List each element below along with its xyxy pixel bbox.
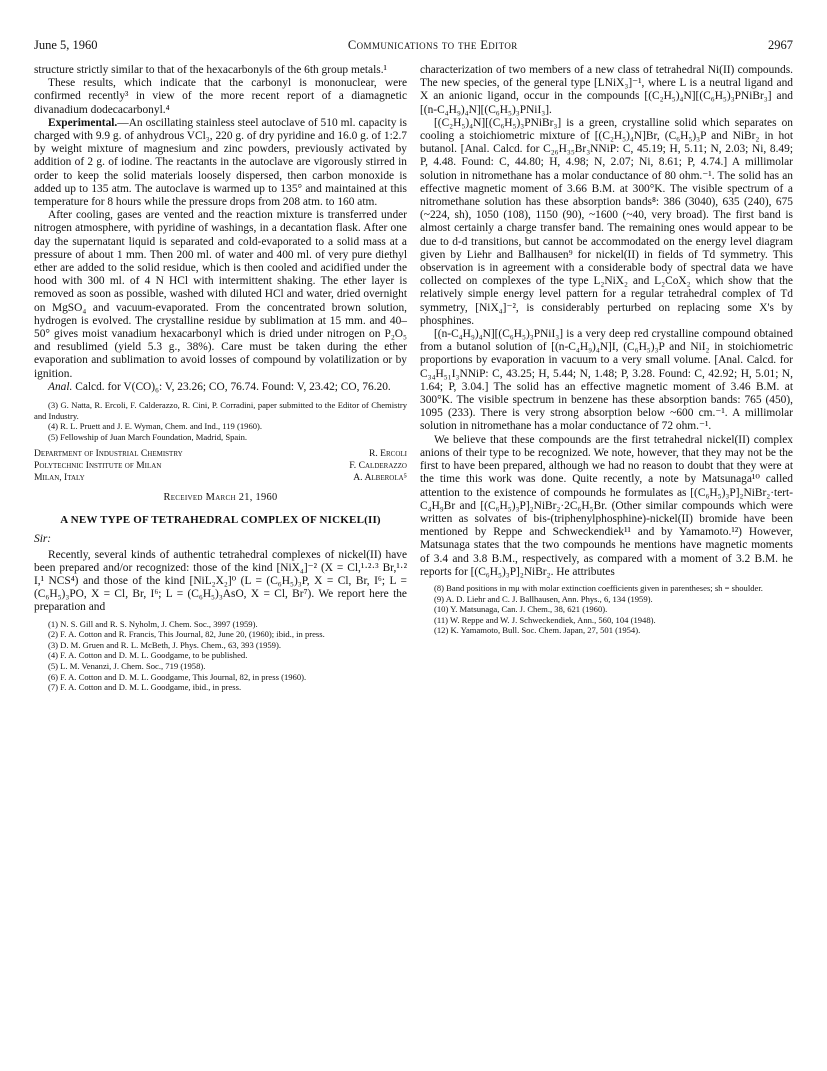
received-date: Received March 21, 1960 [163,492,278,504]
footnote-5: (5) Fellowship of Juan March Foundation, Madrid, Spain. [48,431,248,442]
paragraph-discussion: We believe that these compounds are the first tetrahedral nickel(II) complex anions of their type to be recognized. We note, however, that they may not be the first to have been prepared, although we had no reason to doubt that they were at the time this work was done. Quite recently, a note by Matsunaga¹⁰ called attention to the existence of compounds he formulates as [(C₆H₅)₃P]₂NiBr₂·tert-C₄H₉Br and [(C₆H₅)₃P]₂NiBr₂·2C₆H₅Br. (Other similar compounds which were written as solvates of bis-(triphenylphosphine)-nickel(II) bromide have been mentioned by Reppe and Schweckendiek¹¹ and by Yamamoto.¹²) However, Matsunaga states that the two compounds he mentions have magnetic moments of 3.4 and 3.8 B.M., respectively, as compared with a moment of 3.2 B.M. he reports for [(C₆H₅)₃P]₂NiBr₂. He attributes [420,433,793,578]
address-line-1 [34,448,407,460]
footnote-1: (1) N. S. Gill and R. S. Nyholm, J. Chem. Soc., 3997 (1959). [48,618,258,629]
paragraph-procedure: After cooling, gases are vented and the reaction mixture is transferred under nitrogen atmosphere, with pyridine of washings, in a decantation flask. After one day the supernatant liquid is separated and cold-evaporated to a solid mass at a pressure of about 1 mm. Then 200 ml. of water and 400 ml. of very pure diethyl ether are added to the solid residue, which is then cooled and acidified under the hood with 300 ml. of 4 N HCl with intermittent shaking. The ether layer is removed as soon as possible, washed with diluted HCl and water, dried overnight on MgSO₄ and vacuum-evaporated. From the concentrated brown solution, hydrogen is evolved. The crystalline residue by sublimation at 15 mm. and 40–50° gives moist vanadium hexacarbonyl which is dried under nitrogen on P₂O₅ and resublimed (yield 5.3 g., 38%). Care must be taken during the ether evaporation and sublimation to avoid losses of compound by volatilization or by ignition. [34,209,407,380]
footnote-11: (11) W. Reppe and W. J. Schweckendiek, Ann., 560, 104 (1948). [434,614,656,625]
paragraph-results: These results, which indicate that the carbonyl is mononuclear, were confirmed recently³ in view of the more recent report of a diamagnetic divanadium dodecacarbonyl.⁴ [34,77,407,116]
author-1: R. Ercoli [368,448,407,460]
paragraph-experimental [34,117,407,209]
paragraph-intro: Recently, several kinds of authentic tetrahedral complexes of nickel(II) have been prepared and/or recognized: those of the kind [NiX₄]⁻² (X = Cl,¹·²·³ Br,¹·² I,¹ NCS⁴) and those of the kind [NiL₂X₂]⁰ (L = (C₆H₅)₃P, X = Cl, Br, I⁶; L = (C₆H₅)₃PO, X = Cl, Br, I⁶; L = (C₆H₅)₃AsO, X = Cl, Br⁷). We report here the preparation and [34,548,407,614]
paragraph-iodide-complex: [(n-C₄H₉)₄N][(C₆H₅)₃PNiI₃] is a very deep red crystalline compound obtained from a butanol solution of [(n-C₄H₉)₄N]I, (C₆H₅)₃P and NiI₂ in stoichiometric proportions by evaporation in vacuum to a very small volume. [Anal. Calcd. for C₃₄H₅₁I₃NNiP: C, 43.25; H, 5.44; N, 1.48; P, 3.28. Found: C, 42.92; H, 5.01; N, 1.64; P, 3.04.] The solid has an effective magnetic moment of 3.46 B.M. at 300°K. The visible spectrum in benzene has these absorption bands: 765 (450), 1095 (233). There is very strong absorption below ~600 cm.⁻¹. A millimolar solution in nitromethane has a molar conductance of 72 ohm.⁻¹. [420,328,793,433]
running-header [34,38,793,56]
left-column [34,64,407,693]
footnote-4: (4) R. L. Pruett and J. E. Wyman, Chem. and Ind., 119 (1960). [48,421,263,432]
footnote-9: (9) A. D. Liehr and C. J. Ballhausen, Ann. Phys., 6, 134 (1959). [434,593,653,604]
header-page-number: 2967 [767,38,793,52]
footnote-5b: (5) L. M. Venanzi, J. Chem. Soc., 719 (1958). [48,661,206,672]
paragraph-characterization: characterization of two members of a new class of tetrahedral Ni(II) compounds. The new species, of the general type [LNiX₃]⁻¹, where L is a neutral ligand and X an anionic ligand, occur in the compounds [(C₂H₅)₄N][(C₆H₅)₃PNiBr₃] and [(n-C₄H₉)₄N][(C₆H₅)₃PNiI₃]. [420,64,793,116]
footnote-10: (10) Y. Matsunaga, Can. J. Chem., 38, 621 (1960). [434,604,608,615]
salutation: Sir: [34,533,52,546]
footnote-3b: (3) D. M. Gruen and R. L. McBeth, J. Phys. Chem., 63, 393 (1959). [48,639,281,650]
article-title: A NEW TYPE OF TETRAHEDRAL COMPLEX OF NICKEL(II) [60,514,381,527]
author-2: F. Calderazzo [349,460,407,472]
right-column [420,64,793,636]
experimental-text: —An oscillating stainless steel autoclave of 510 ml. capacity is charged with 9.9 g. of anhydrous VCl₃, 220 g. of dry pyridine and 16.0 g. of 1:2.7 by weight mixture of magnesium and zinc powders, previously activated by addition of 2 g. of iodine. The reactants in the autoclave are vigorously stirred in order to keep the solid materials loosely dispersed, then carbon monoxide is added up to 135 atm. The autoclave is warmed up to 135° and maintained at this temperature for 8 hours while the pressure drops from 208 atm. to 160 atm. [34,116,407,209]
address-dept: Department of Industrial Chemistry [34,448,183,460]
footnote-3: (3) G. Natta, R. Ercoli, F. Calderazzo, R. Cini, P. Corradini, paper submitted to the Editor of Chemistry and Industry. [34,400,407,421]
address-institute: Polytechnic Institute of Milan [34,460,162,472]
footnote-2: (2) F. A. Cotton and R. Francis, This Journal, 82, June 20, (1960); ibid., in press. [48,629,325,640]
paragraph-bromide-complex: [(C₂H₅)₄N][(C₆H₅)₃PNiBr₃] is a green, crystalline solid which separates on cooling a stoichiometric mixture of [(C₂H₅)₄N]Br, (C₆H₅)₃P and NiBr₂ in hot butanol. [Anal. Calcd. for C₂₆H₃₅Br₃NNiP: C, 45.19; H, 5.11; N, 2.03; Ni, 8.49; P, 4.48. Found: C, 44.80; H, 4.98; N, 2.07; Ni, 8.61; P, 4.74.] A millimolar solution in nitromethane has a molar conductance of 80 ohm.⁻¹. The solid has an effective magnetic moment of 3.66 B.M. at 300°K. The visible spectrum of a nitromethane solution has these absorption bands⁸: 386 (3040), 635 (240), 675 (~224, sh), 1050 (108), 1150 (90), ~1600 (~40, very broad). The first band is almost certainly a charge transfer band. The remaining ones would appear to be due to d-d transitions, but cannot be accommodated on the energy level diagram given by Liehr and Ballhausen⁹ for nickel(II) in fields of Td symmetry. This observation is in agreement with a considerable body of spectral data we have collected on complexes of the type L₂NiX₂ and L₂CoX₂ which show that the relatively simple energy level pattern for a regular tetrahedral complex of Td symmetry, [NiX₄]⁻², is considerably perturbed on replacing some X's by phosphines. [420,116,793,327]
footnote-4b: (4) F. A. Cotton and D. M. L. Goodgame, to be published. [48,650,248,661]
footnote-6: (6) F. A. Cotton and D. M. L. Goodgame, This Journal, 82, in press (1960). [48,671,307,682]
header-date: June 5, 1960 [34,38,98,52]
address-line-3 [34,472,407,484]
paragraph-analysis [34,381,407,394]
footnote-12: (12) K. Yamamoto, Bull. Soc. Chem. Japan, 27, 501 (1954). [434,625,641,636]
address-line-2 [34,460,407,472]
paragraph-continued: structure strictly similar to that of the hexacarbonyls of the 6th group metals.¹ [34,64,387,76]
author-3: A. Alberola⁵ [353,471,407,483]
analysis-label: Anal. [48,380,73,393]
footnote-8: (8) Band positions in mμ with molar extinction coefficients given in parentheses; sh = shoulder. [434,582,763,593]
address-city: Milan, Italy [34,471,85,483]
analysis-text: Calcd. for V(CO)₆: V, 23.26; CO, 76.74. Found: V, 23.42; CO, 76.20. [75,380,391,393]
header-section: Communications to the Editor [347,38,518,52]
footnote-7: (7) F. A. Cotton and D. M. L. Goodgame, ibid., in press. [48,682,242,693]
experimental-label: Experimental. [48,116,118,129]
